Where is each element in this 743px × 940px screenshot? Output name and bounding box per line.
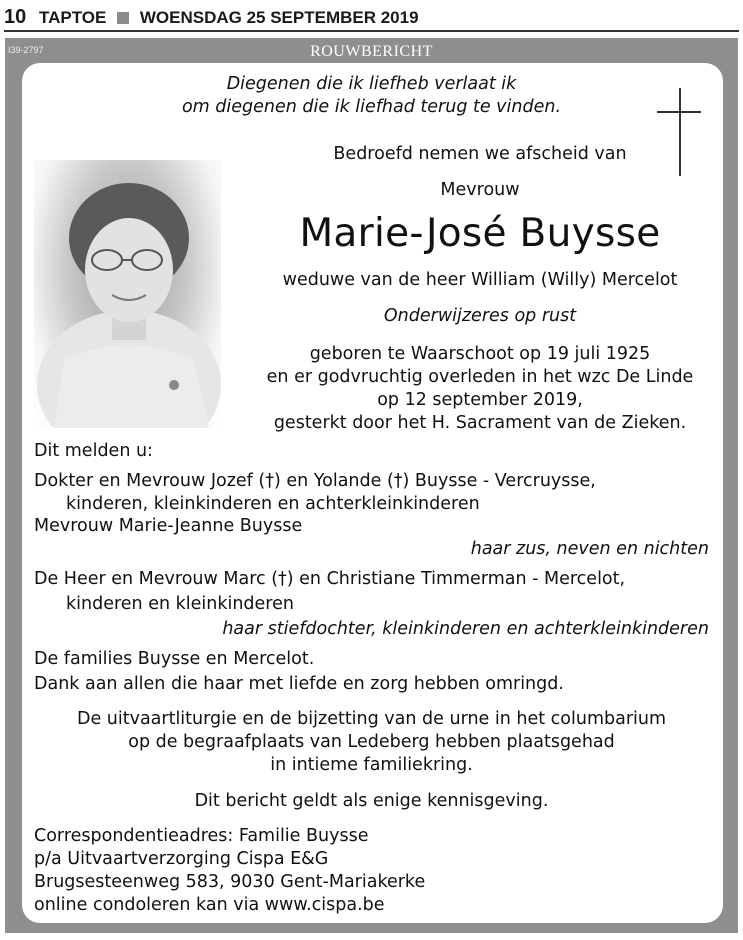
- page-number: 10: [4, 6, 27, 28]
- newspaper-name: TAPTOE: [38, 7, 107, 27]
- family-line-4: haar zus, neven en nichten: [470, 539, 709, 559]
- funeral-line-3: in intieme familiekring.: [270, 755, 473, 775]
- condolence-link-text: online condoleren kan via www.cispa.be: [34, 895, 385, 915]
- newspaper-masthead: [4, 6, 739, 30]
- birth-text: geboren te Waarschoot op 19 juli 1925: [309, 344, 651, 364]
- family-line-7: haar stiefdochter, kleinkinderen en achterkleinkinderen: [222, 619, 709, 639]
- correspondence-line-3: Brugsesteenweg 583, 9030 Gent-Mariakerke: [34, 872, 426, 892]
- death-text-3: gesterkt door het H. Sacrament van de Zieken.: [273, 413, 687, 433]
- death-text-2: op 12 september 2019,: [377, 390, 583, 410]
- issue-date: WOENSDAG 25 SEPTEMBER 2019: [139, 7, 419, 27]
- deceased-name: Marie-José Buysse: [299, 211, 661, 256]
- intro-text: Bedroefd nemen we afscheid van: [333, 144, 627, 164]
- portrait-illustration: [34, 160, 221, 428]
- square-icon: [117, 12, 129, 24]
- notice-label: ROUWBERICHT: [310, 43, 433, 60]
- family-line-8: De families Buysse en Mercelot.: [34, 649, 315, 669]
- quote-line-1: Diegenen die ik liefheb verlaat ik: [226, 74, 517, 94]
- family-line-2: kinderen, kleinkinderen en achterkleinkinderen: [66, 494, 480, 514]
- family-heading: Dit melden u:: [34, 441, 153, 461]
- relation-text: weduwe van de heer William (Willy) Mercelot: [282, 270, 678, 290]
- title-text: Mevrouw: [440, 180, 520, 200]
- funeral-line-2: op de begraafplaats van Ledeberg hebben plaatsgehad: [128, 732, 615, 752]
- occupation-text: Onderwijzeres op rust: [383, 306, 577, 326]
- death-text-1: en er godvruchtig overleden in het wzc De Linde: [266, 367, 694, 387]
- portrait-photo: [34, 160, 221, 428]
- family-line-6: kinderen en kleinkinderen: [66, 594, 294, 614]
- notice-code: I39-2797: [8, 45, 44, 55]
- masthead-divider: [4, 30, 739, 32]
- funeral-line-1: De uitvaartliturgie en de bijzetting van de urne in het columbarium: [76, 709, 667, 729]
- family-line-3: Mevrouw Marie-Jeanne Buysse: [34, 516, 303, 536]
- family-line-9: Dank aan allen die haar met liefde en zorg hebben omringd.: [34, 674, 564, 694]
- family-line-5: De Heer en Mevrouw Marc (†) en Christiane Timmerman - Mercelot,: [34, 569, 626, 589]
- quote-line-2: om diegenen die ik liefhad terug te vinden.: [181, 97, 562, 117]
- correspondence-line-2: p/a Uitvaartverzorging Cispa E&G: [34, 849, 329, 869]
- family-line-1: Dokter en Mevrouw Jozef (†) en Yolande (†) Buysse - Vercruysse,: [34, 471, 596, 491]
- correspondence-line-1: Correspondentieadres: Familie Buysse: [34, 826, 369, 846]
- notice-statement: Dit bericht geldt als enige kennisgeving.: [194, 791, 549, 811]
